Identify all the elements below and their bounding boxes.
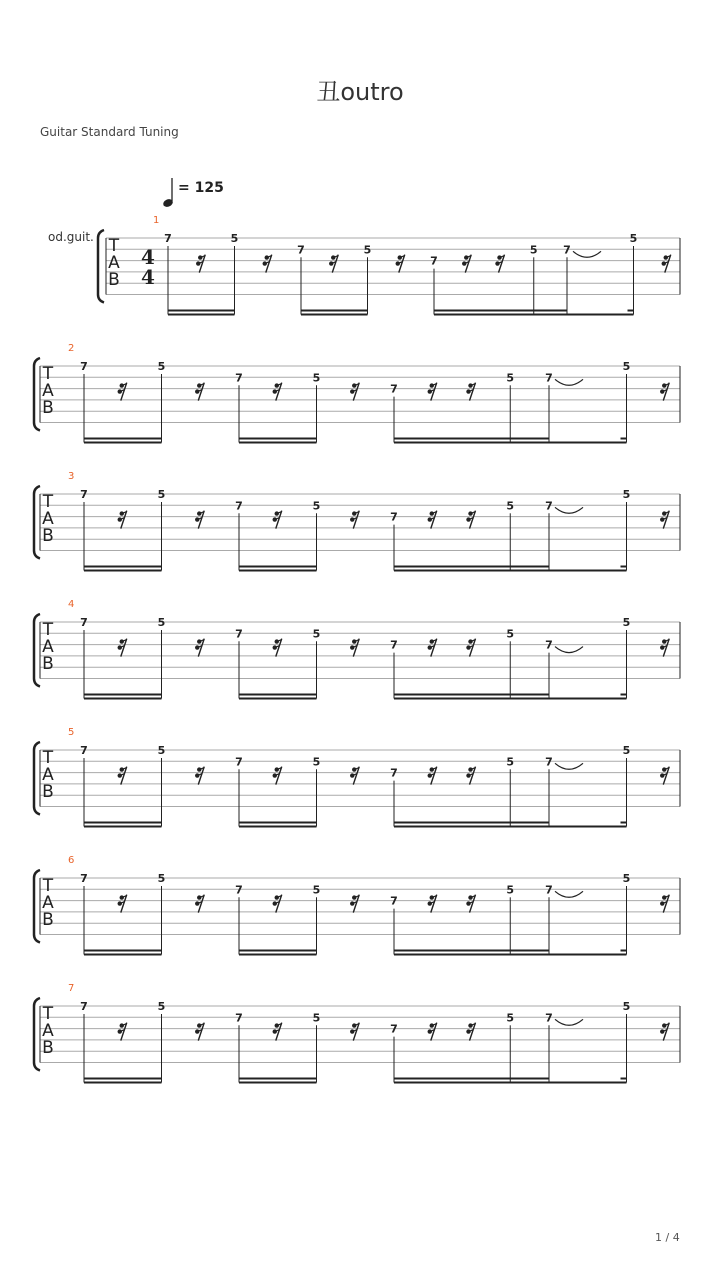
sixteenth-rest-icon bbox=[466, 383, 475, 401]
fret-number: 7 bbox=[545, 371, 553, 385]
tie-arc bbox=[555, 1019, 583, 1025]
system-bracket bbox=[34, 998, 40, 1071]
fret-number: 7 bbox=[235, 1011, 243, 1025]
tab-system bbox=[0, 471, 720, 588]
sixteenth-rest-icon bbox=[195, 383, 204, 401]
fret-number: 7 bbox=[545, 755, 553, 769]
fret-number: 5 bbox=[157, 360, 166, 373]
sixteenth-rest-icon bbox=[428, 383, 437, 401]
sixteenth-rest-icon bbox=[195, 1023, 204, 1041]
system-bracket bbox=[34, 870, 40, 943]
fret-number: 5 bbox=[312, 883, 321, 897]
sixteenth-rest-icon bbox=[195, 895, 204, 913]
fret-number: 5 bbox=[506, 755, 515, 769]
sixteenth-rest-icon bbox=[118, 639, 127, 657]
tab-clef-letter: A bbox=[108, 253, 120, 273]
tab-system bbox=[0, 599, 720, 716]
tab-clef-letter: B bbox=[108, 270, 120, 290]
fret-number: 7 bbox=[390, 382, 398, 396]
system-bracket bbox=[34, 486, 40, 559]
fret-number: 7 bbox=[80, 1000, 88, 1013]
fret-number: 7 bbox=[80, 872, 88, 885]
sixteenth-rest-icon bbox=[350, 767, 359, 785]
system-bracket bbox=[34, 358, 40, 431]
tie-arc bbox=[555, 891, 583, 897]
fret-number: 5 bbox=[529, 243, 538, 257]
measure-number: 7 bbox=[68, 983, 75, 994]
sixteenth-rest-icon bbox=[350, 895, 359, 913]
sixteenth-rest-icon bbox=[660, 895, 669, 913]
sixteenth-rest-icon bbox=[273, 1023, 282, 1041]
sixteenth-rest-icon bbox=[466, 511, 475, 529]
fret-number: 5 bbox=[622, 1000, 631, 1013]
tab-clef-letter: A bbox=[42, 1021, 54, 1041]
fret-number: 7 bbox=[297, 243, 305, 257]
sixteenth-rest-icon bbox=[350, 639, 359, 657]
sixteenth-rest-icon bbox=[428, 639, 437, 657]
fret-number: 5 bbox=[312, 627, 321, 641]
sixteenth-rest-icon bbox=[495, 255, 504, 273]
tab-system bbox=[0, 855, 720, 972]
fret-number: 5 bbox=[506, 499, 515, 513]
measure-number: 3 bbox=[68, 471, 75, 482]
sixteenth-rest-icon bbox=[195, 639, 204, 657]
fret-number: 7 bbox=[545, 638, 553, 652]
sixteenth-rest-icon bbox=[263, 255, 272, 273]
sixteenth-rest-icon bbox=[660, 1023, 669, 1041]
sixteenth-rest-icon bbox=[118, 511, 127, 529]
tempo-value: = 125 bbox=[178, 180, 224, 196]
tab-clef-letter: A bbox=[42, 765, 54, 785]
sixteenth-rest-icon bbox=[195, 511, 204, 529]
fret-number: 5 bbox=[622, 360, 631, 373]
tab-clef-letter: A bbox=[42, 381, 54, 401]
system-bracket bbox=[98, 230, 104, 303]
sixteenth-rest-icon bbox=[273, 639, 282, 657]
sixteenth-rest-icon bbox=[660, 383, 669, 401]
tab-clef-letter: A bbox=[42, 893, 54, 913]
fret-number: 5 bbox=[506, 371, 515, 385]
sixteenth-rest-icon bbox=[350, 383, 359, 401]
fret-number: 5 bbox=[363, 243, 372, 257]
sixteenth-rest-icon bbox=[350, 1023, 359, 1041]
sixteenth-rest-icon bbox=[466, 1023, 475, 1041]
measure-number: 2 bbox=[68, 343, 75, 354]
instrument-label: od.guit. bbox=[48, 230, 94, 244]
fret-number: 7 bbox=[164, 232, 172, 245]
sixteenth-rest-icon bbox=[273, 511, 282, 529]
tab-clef-letter: B bbox=[42, 654, 54, 674]
fret-number: 5 bbox=[312, 371, 321, 385]
fret-number: 7 bbox=[235, 627, 243, 641]
sixteenth-rest-icon bbox=[660, 511, 669, 529]
sixteenth-rest-icon bbox=[396, 255, 405, 273]
sixteenth-rest-icon bbox=[118, 1023, 127, 1041]
fret-number: 7 bbox=[235, 755, 243, 769]
tie-arc bbox=[573, 251, 601, 257]
sixteenth-rest-icon bbox=[329, 255, 338, 273]
fret-number: 5 bbox=[157, 488, 166, 501]
sixteenth-rest-icon bbox=[428, 895, 437, 913]
sixteenth-rest-icon bbox=[273, 767, 282, 785]
fret-number: 7 bbox=[390, 638, 398, 652]
sixteenth-rest-icon bbox=[462, 255, 471, 273]
tempo-marking bbox=[158, 174, 238, 214]
tab-system bbox=[0, 343, 720, 460]
tab-clef-letter: A bbox=[42, 509, 54, 529]
tab-clef-letter: T bbox=[108, 236, 120, 256]
fret-number: 7 bbox=[545, 499, 553, 513]
fret-number: 5 bbox=[230, 232, 239, 245]
sixteenth-rest-icon bbox=[118, 767, 127, 785]
tab-clef-letter: B bbox=[42, 526, 54, 546]
tab-clef-letter: B bbox=[42, 910, 54, 930]
fret-number: 5 bbox=[629, 232, 638, 245]
fret-number: 7 bbox=[545, 883, 553, 897]
sixteenth-rest-icon bbox=[118, 383, 127, 401]
fret-number: 7 bbox=[235, 499, 243, 513]
fret-number: 5 bbox=[157, 1000, 166, 1013]
sixteenth-rest-icon bbox=[428, 767, 437, 785]
measure-number: 6 bbox=[68, 855, 75, 866]
measure-number: 1 bbox=[153, 215, 160, 226]
sixteenth-rest-icon bbox=[428, 1023, 437, 1041]
fret-number: 5 bbox=[312, 1011, 321, 1025]
measure-number: 5 bbox=[68, 727, 75, 738]
fret-number: 5 bbox=[622, 488, 631, 501]
tab-clef-letter: B bbox=[42, 1038, 54, 1058]
sixteenth-rest-icon bbox=[662, 255, 671, 273]
fret-number: 5 bbox=[506, 1011, 515, 1025]
sixteenth-rest-icon bbox=[196, 255, 205, 273]
quarter-note-icon bbox=[158, 174, 178, 210]
fret-number: 7 bbox=[390, 766, 398, 780]
fret-number: 7 bbox=[390, 1022, 398, 1036]
tab-system bbox=[0, 727, 720, 844]
sixteenth-rest-icon bbox=[350, 511, 359, 529]
sixteenth-rest-icon bbox=[118, 895, 127, 913]
fret-number: 7 bbox=[430, 254, 438, 268]
fret-number: 7 bbox=[80, 616, 88, 629]
fret-number: 7 bbox=[80, 360, 88, 373]
tab-clef-letter: B bbox=[42, 782, 54, 802]
fret-number: 7 bbox=[390, 510, 398, 524]
fret-number: 5 bbox=[312, 499, 321, 513]
sixteenth-rest-icon bbox=[273, 895, 282, 913]
sixteenth-rest-icon bbox=[195, 767, 204, 785]
fret-number: 7 bbox=[235, 883, 243, 897]
page-number: 1 / 4 bbox=[655, 1231, 680, 1244]
tab-clef-letter: T bbox=[42, 620, 54, 640]
system-bracket bbox=[34, 742, 40, 815]
system-bracket bbox=[34, 614, 40, 687]
tie-arc bbox=[555, 763, 583, 769]
fret-number: 5 bbox=[506, 627, 515, 641]
fret-number: 7 bbox=[235, 371, 243, 385]
tab-system bbox=[0, 215, 720, 332]
fret-number: 7 bbox=[545, 1011, 553, 1025]
time-signature-top: 4 bbox=[141, 245, 155, 269]
fret-number: 5 bbox=[157, 872, 166, 885]
sixteenth-rest-icon bbox=[428, 511, 437, 529]
tie-arc bbox=[555, 379, 583, 385]
fret-number: 7 bbox=[80, 488, 88, 501]
tab-clef-letter: T bbox=[42, 1004, 54, 1024]
fret-number: 5 bbox=[312, 755, 321, 769]
fret-number: 5 bbox=[157, 744, 166, 757]
fret-number: 5 bbox=[622, 744, 631, 757]
sixteenth-rest-icon bbox=[466, 895, 475, 913]
tuning-label: Guitar Standard Tuning bbox=[40, 125, 179, 139]
tab-clef-letter: T bbox=[42, 492, 54, 512]
fret-number: 5 bbox=[506, 883, 515, 897]
tab-clef-letter: T bbox=[42, 876, 54, 896]
fret-number: 7 bbox=[563, 243, 571, 257]
tie-arc bbox=[555, 647, 583, 653]
fret-number: 7 bbox=[80, 744, 88, 757]
sixteenth-rest-icon bbox=[660, 639, 669, 657]
sixteenth-rest-icon bbox=[466, 639, 475, 657]
tab-clef-letter: T bbox=[42, 748, 54, 768]
tab-clef-letter: B bbox=[42, 398, 54, 418]
tab-clef-letter: T bbox=[42, 364, 54, 384]
fret-number: 5 bbox=[622, 872, 631, 885]
fret-number: 5 bbox=[622, 616, 631, 629]
tie-arc bbox=[555, 507, 583, 513]
sixteenth-rest-icon bbox=[273, 383, 282, 401]
measure-number: 4 bbox=[68, 599, 75, 610]
time-signature-bottom: 4 bbox=[141, 265, 155, 289]
tab-system bbox=[0, 983, 720, 1100]
sixteenth-rest-icon bbox=[660, 767, 669, 785]
page-title: 丑outro bbox=[316, 78, 404, 106]
sixteenth-rest-icon bbox=[466, 767, 475, 785]
fret-number: 5 bbox=[157, 616, 166, 629]
tab-clef-letter: A bbox=[42, 637, 54, 657]
fret-number: 7 bbox=[390, 894, 398, 908]
